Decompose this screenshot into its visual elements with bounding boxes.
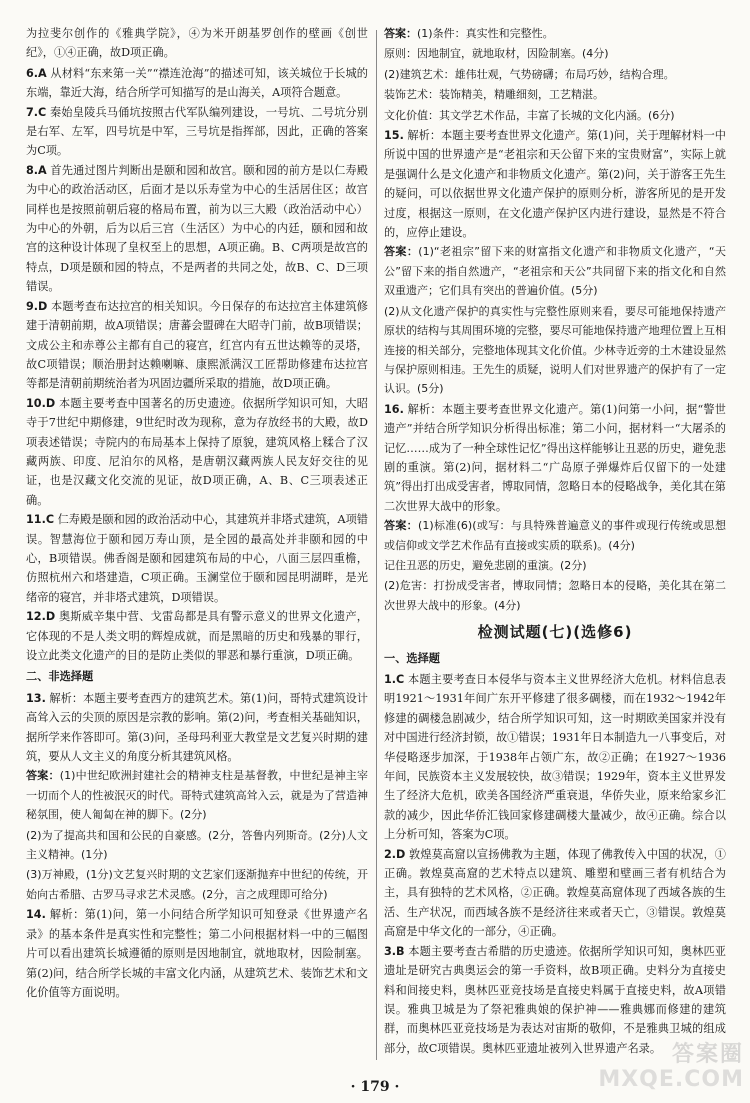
question-number: 8.A xyxy=(26,163,47,177)
question-text: 奥斯威辛集中营、戈雷岛都是具有警示意义的世界文化遗产，它体现的不是人类文明的辉煌成就，而是黑暗的历史和残暴的罪行，设立此类文化遗产的目的是防止类似的罪恶和暴行重演，D项正确。 xyxy=(26,610,368,662)
question-item xyxy=(26,689,368,767)
answer-label: 答案： xyxy=(384,27,417,40)
answer-paragraph xyxy=(26,826,368,865)
question-item xyxy=(26,905,368,1002)
body-paragraph: 为拉斐尔创作的《雅典学院》，④为米开朗基罗创作的壁画《创世纪》，①④正确，故D项正确。 xyxy=(26,27,368,60)
answer-text: (1)中世纪欧洲封建社会的精神支柱是基督教，中世纪是神主宰一切而个人的性被泯灭的时代。哥特式建筑高耸入云，就是为了营造神秘氛围，使人匍匐在神的脚下。(2分) xyxy=(26,769,369,822)
question-item xyxy=(26,510,368,607)
answer-text: 装饰艺术：装饰精美，精雕细刻，工艺精湛。 xyxy=(384,88,604,102)
answer-paragraph xyxy=(384,44,726,63)
question-item xyxy=(26,607,368,665)
question-text: 解析：本题主要考查世界文化遗产。第(1)问第一小问，据“警世遗产”并结合所学知识分析得出标准；第二小问，据材料一“大屠杀的记忆……成为了一种全球性记忆”得出这样能够让丑恶的历史，避免悲剧的重演。第(2)问，据材料二“广岛原子弹爆炸后仅留下的一处建筑”得出打出成受害者，博取同情，忽略日本的侵略战争，美化其在第二次世界大战中的形象。 xyxy=(384,402,726,513)
answer-paragraph xyxy=(384,85,726,104)
question-number: 9.D xyxy=(26,299,48,313)
answer-paragraph xyxy=(384,302,726,399)
right-column xyxy=(384,24,726,1058)
left-column xyxy=(26,24,368,1002)
question-item xyxy=(26,161,368,297)
question-item xyxy=(384,126,726,242)
question-item xyxy=(26,394,368,510)
answer-text: (1)条件：真实性和完整性。 xyxy=(417,27,554,40)
answer-paragraph xyxy=(384,516,726,555)
answer-paragraph xyxy=(26,865,368,904)
question-text: 秦始皇陵兵马俑坑按照古代军队编列建设，一号坑、二号坑分别是右军、左军，四号坑是中军，三号坑是指挥部，因此，正确的答案为C项。 xyxy=(26,105,368,158)
question-text: 仁寿殿是颐和园的政治活动中心，其建筑并非塔式建筑，A项错误。智慧海位于颐和园万寿山顶，是全园的最高处并非颐和园的中心，B项错误。佛香阁是颐和园建筑布局的中心，八面三层四重檐，仿照杭州六和塔建造，C项正确。玉澜堂位于颐和园昆明湖畔，是光绪帝的寝宫，并非塔式建筑，D项错误。 xyxy=(26,513,368,604)
answer-paragraph xyxy=(384,556,726,575)
answer-text: (3)万神殿，(1分)文艺复兴时期的文艺家们逐渐抛弃中世纪的传统，开始向古希腊、古罗马寻求艺术灵感。(2分，言之成理即可给分) xyxy=(26,868,368,901)
question-number: 7.C xyxy=(26,105,47,119)
question-item xyxy=(26,64,368,103)
question-number: 3.B xyxy=(384,944,405,958)
answer-paragraph xyxy=(384,65,726,84)
answer-text: (2)建筑艺术：雄伟壮观，气势磅礴；布局巧妙，结构合理。 xyxy=(384,67,675,81)
section-heading: 二、非选择题 xyxy=(26,670,94,684)
answer-text: 原则：因地制宜，就地取材，因险制塞。(4分) xyxy=(384,47,609,61)
test-title: 检测试题(七)(选修6) xyxy=(477,623,633,642)
answer-text: (2)为了提高共和国和公民的自豪感。(2分，答鲁内列斯奇。(2分)人文主义精神。(1分) xyxy=(26,828,368,862)
question-item xyxy=(26,297,368,394)
question-number: 16. xyxy=(384,402,404,416)
question-text: 解析：本题主要考查世界文化遗产。第(1)问，关于理解材料一中所说中国的世界遗产是“老祖宗和天公留下来的宝贵财富”，实际上就是强调什么是文化遗产和非物质文化遗产。第(2)问，关于游客王先生的疑问，可以依据世界文化遗产保护的原则分析，游客所见的是开发过度，根据这一原则，在文化遗产保护区内进行建设，显然是不符合的，应停止建设。 xyxy=(384,129,726,240)
question-number: 2.D xyxy=(384,847,406,861)
question-number: 12.D xyxy=(26,610,56,624)
question-number: 13. xyxy=(26,691,46,705)
question-text: 从材料“东来第一关”“襟连沧海”的描述可知，该关城位于长城的东端，靠近大海，结合所学可知描写的是山海关，A项符合题意。 xyxy=(26,66,368,100)
watermark-cn: 答案圈 xyxy=(671,1042,744,1067)
answer-paragraph xyxy=(384,242,726,300)
answer-paragraph xyxy=(26,766,368,824)
section-heading: 一、选择题 xyxy=(384,651,440,665)
answer-paragraph xyxy=(384,106,726,125)
answer-label: 答案： xyxy=(384,519,419,533)
answer-text: 文化价值：其文学艺术作品，丰富了长城的文化内涵。(6分) xyxy=(384,108,675,122)
answer-label: 答案： xyxy=(26,769,60,783)
answer-paragraph xyxy=(384,576,726,615)
answer-text: (2)危害：打扮成受害者，博取同情；忽略日本的侵略，美化其在第二次世界大战中的形象。(4分) xyxy=(384,579,726,612)
answer-text: 记住丑恶的历史，避免悲剧的重演。(2分) xyxy=(384,558,587,572)
question-number: 14. xyxy=(26,908,46,922)
question-number: 11.C xyxy=(26,513,55,527)
question-text: 本题主要考查古希腊的历史遗迹。依据所学知识可知，奥林匹亚遗址是研究古典奥运会的第一手资料，故B项正确。史料分为直接史料和间接史料，奥林匹亚竞技场是直接史料属于直接史料，故A项错误。雅典卫城是为了祭祀雅典娘的保护神——雅典娜而修建的建筑群，而奥林匹亚竞技场是为表达对宙斯的敬仰，不是雅典卫城的组成部分，故C项错误。奥林匹亚遗址被列入世界遗产名录。 xyxy=(384,944,726,1055)
question-number: 15. xyxy=(384,129,404,143)
question-item xyxy=(384,670,726,845)
question-number: 1.C xyxy=(384,673,405,686)
question-text: 本题主要考查日本侵华与资本主义世界经济大危机。材料信息表明1921～1931年间广东开平修建了很多碉楼，而在1932～1942年修建的碉楼急剧减少，结合所学知识可知，这一时期欧美国家并没有对中国进行经济封锁，故①错误；1931年日本制造九一八事变后，对华侵略逐步加深，于1938年占领广东，故②正确；在1927～1936年间，民族资本主义发展较快，故③错误；1929年，资本主义世界发生了经济大危机，欧美各国经济严重衰退，华侨失业，原来给家乡汇款的减少，因此华侨汇钱回家修建碉楼大量减少，故④正确。综合以上分析可知，答案为C项。 xyxy=(384,673,726,842)
question-text: 首先通过图片判断出是颐和园和故宫。颐和园的前方是以仁寿殿为中心的政治活动区，后面才是以乐寿堂为中心的生活居住区；故宫同样也是按照前朝后寝的格局布置，前为以三大殿（政治活动中心）为中心的外朝，后为以后三宫（生活区）为中心的内廷，颐和园和故宫的这种设计体现了皇权至上的思想，A项正确。B、C两项是故宫的特点，D项是颐和园的特点，不是两者的共同之处，故B、C、D三项错误。 xyxy=(26,163,368,294)
answer-text: (2)从文化遗产保护的真实性与完整性原则来看，要尽可能地保持遗产原状的结构与其周围环境的完整，要尽可能地保持遗产地理位置上互相连接的相关部分，完整地体现其文化价值。少林寺近旁的土木建设显然与保护原则相违。王先生的质疑，说明人们对世界遗产的保护有了一定认识。(5分) xyxy=(384,304,726,396)
answer-text: (1)“老祖宗”留下来的财富指文化遗产和非物质文化遗产，“天公”留下来的指自然遗产，“老祖宗和天公”共同留下来的指文化和自然双重遗产；它们具有突出的普遍价值。(5分) xyxy=(384,245,726,298)
watermark-logo xyxy=(598,1037,744,1099)
answer-text: (1)标准(6)(或写：与具特殊普遍意义的事件或现行传统或思想或信仰或文学艺术作品有直接或实质的联系)。(4分) xyxy=(384,519,727,552)
question-number: 6.A xyxy=(26,66,47,80)
question-item xyxy=(384,845,726,942)
question-number: 10.D xyxy=(26,396,56,410)
question-text: 解析：本题主要考查西方的建筑艺术。第(1)问，哥特式建筑设计高耸入云的尖顶的原因是宗教的影响。第(2)问，考查相关基础知识，据所学来作答即可。第(3)问，圣母玛利亚大教堂是文艺复兴时期的建筑，要从人文主义的角度分析其建筑风格。 xyxy=(26,691,368,764)
page-number: · 179 · xyxy=(350,1079,400,1095)
answer-paragraph xyxy=(384,24,726,43)
question-text: 敦煌莫高窟以宣扬佛教为主题，体现了佛教传入中国的状况，①正确。敦煌莫高窟的艺术特点以建筑、雕塑和壁画三者有机结合为主，具有独特的艺术风格，②正确。敦煌莫高窟体现了西域各族的生活、生产状况，而西域各族不是经济往来或者天亡，③错误。敦煌莫高窟是中华文化的一部分，④正确。 xyxy=(384,847,726,939)
question-text: 本题考查布达拉宫的相关知识。今日保存的布达拉宫主体建筑修建于清朝前期，故A项错误；唐蕃会盟碑在大昭寺门前，故B项错误；文成公主和赤尊公主都有自己的寝宫，红宫内有五世达赖等的灵塔，故C项错误；顺治册封达赖喇嘛、康熙派满汉工匠帮助修建布达拉宫等都是清朝前期统治者为巩固边疆所采取的措施，故D项正确。 xyxy=(26,299,368,391)
question-text: 解析：第(1)问，第一小问结合所学知识可知登录《世界遗产名录》的基本条件是真实性和完整性；第二小问根据材料一中的三幅图片可以看出建筑长城遵循的原则是因地制宜，就地取材，因险制塞。第(2)问，结合所学长城的丰富文化内涵，从建筑艺术、装饰艺术和文化价值等方面说明。 xyxy=(26,908,368,999)
watermark-en: MXQE.COM xyxy=(598,1067,744,1092)
question-text: 本题主要考查中国著名的历史遗迹。依据所学知识可知，大昭寺于7世纪中期修建，9世纪时改为现称，意为存放经书的大殿，故D项表述错误；寺院内的布局基本上保持了原貌，建筑风格上糅合了汉藏两族、印度、尼泊尔的风格，是唐朝汉藏两族人民友好交往的见证，也是汉藏文化交流的见证，故D项正确，A、B、C三项表述正确。 xyxy=(26,396,368,507)
answer-label: 答案： xyxy=(384,245,419,259)
column-divider xyxy=(376,30,377,1060)
question-item xyxy=(384,400,726,516)
question-item xyxy=(26,103,368,161)
